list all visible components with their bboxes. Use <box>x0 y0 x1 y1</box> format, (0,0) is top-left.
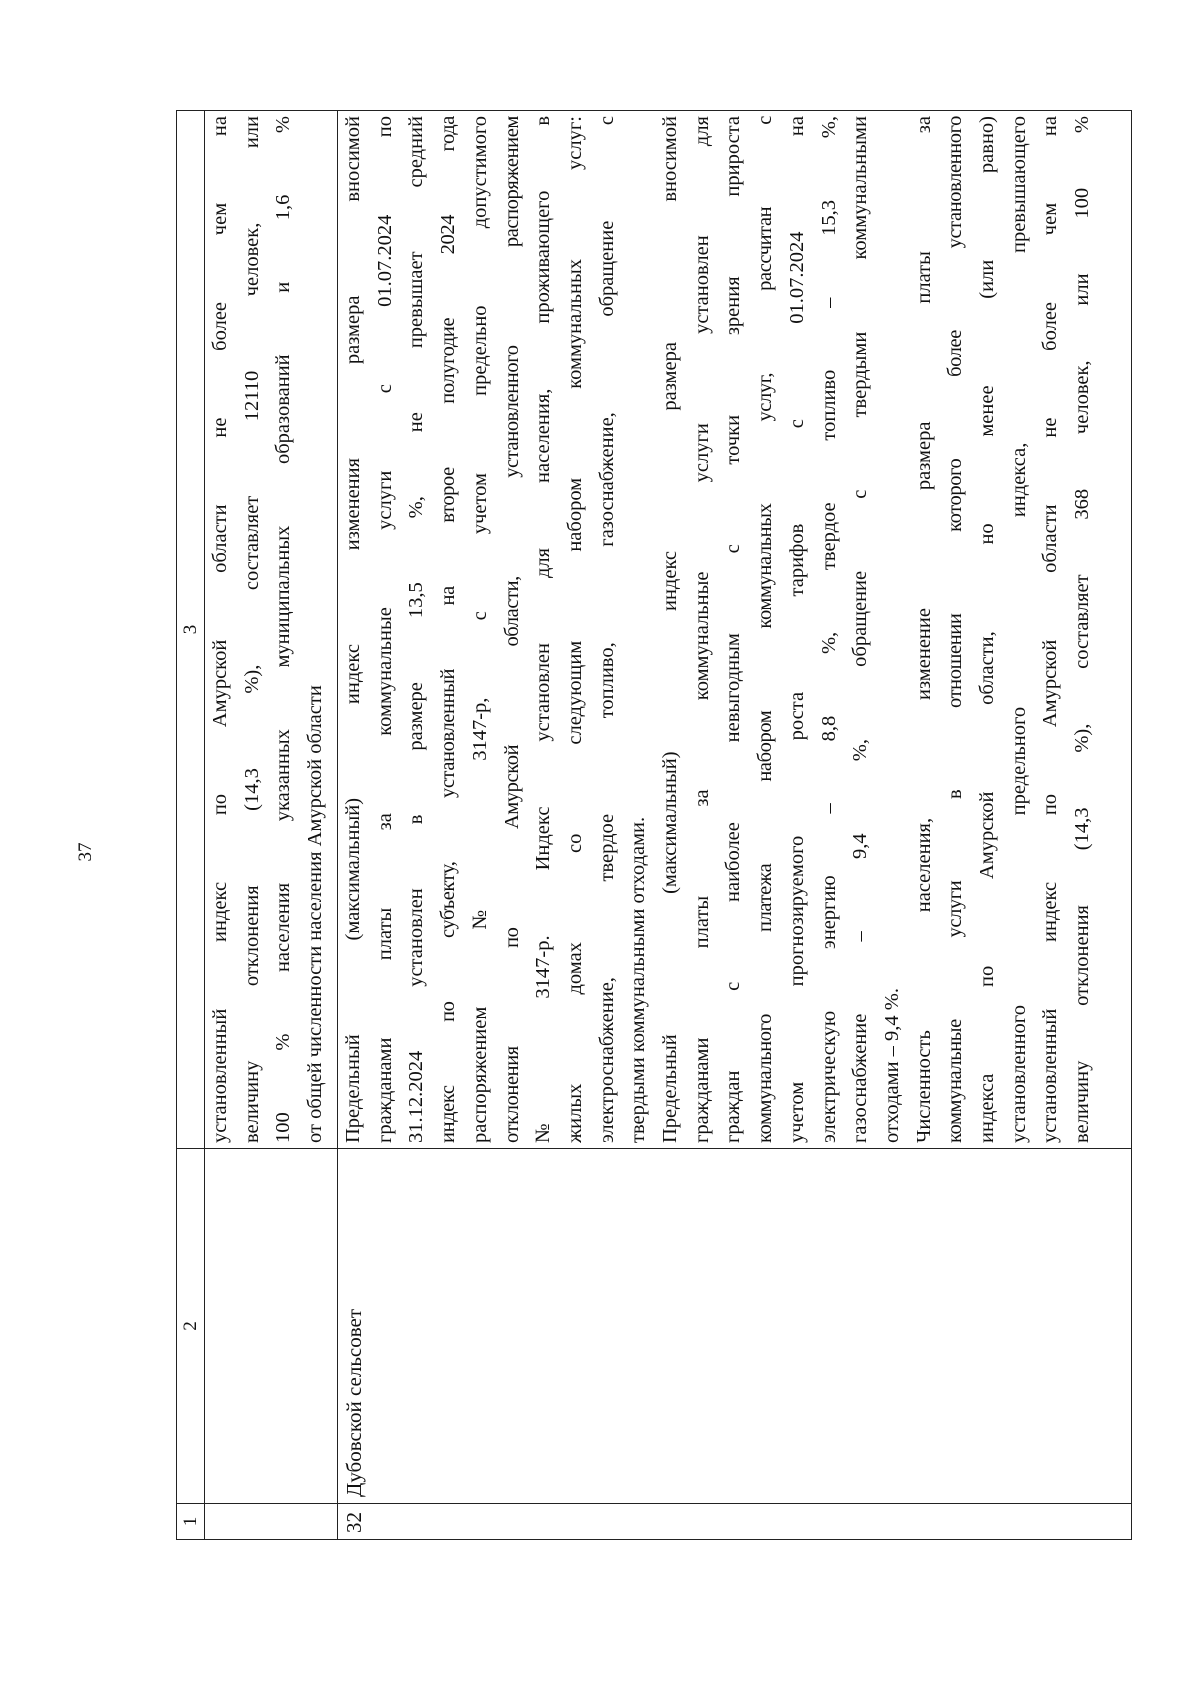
text-line: коммунального платежа набором коммунальных услуг, рассчитан с <box>754 116 777 1143</box>
data-table <box>176 110 1132 1540</box>
text-line: гражданами платы за коммунальные услуги с 01.07.2024 по <box>373 116 396 1143</box>
text-line: от общей численности населения Амурской области <box>304 685 327 1143</box>
text-line: жилых домах со следующим набором коммунальных услуг: <box>563 116 586 1143</box>
table-row-continuation <box>205 111 338 1540</box>
text-line: величину отклонения (14,3 %), составляет 12110 человек, или <box>240 116 263 1143</box>
text-line: Предельный (максимальный) индекс размера вносимой <box>659 116 682 1143</box>
text-line: величину отклонения (14,3 %), составляет 368 человек, или 100 % <box>1071 116 1094 1143</box>
text-line: индекс по субъекту, установленный на второе полугодие 2024 года <box>437 116 460 1143</box>
text-line: отходами – 9,4 %. <box>880 988 903 1143</box>
text-line: твердыми коммунальными отходами. <box>627 816 650 1143</box>
text-line: граждан с наиболее невыгодным с точки зрения прироста <box>722 116 745 1143</box>
text-line: распоряжением № 3147-р, с учетом предельно допустимого <box>468 116 491 1143</box>
header-cell-3: 3 <box>177 111 205 1149</box>
row-number-cell: 32 <box>338 1504 1132 1540</box>
text-line: Предельный (максимальный) индекс изменения размера вносимой <box>342 116 364 1143</box>
text-line: электрическую энергию – 8,8 %, твердое топливо – 15,3 %, <box>817 116 840 1143</box>
municipality-name-cell <box>205 1149 338 1504</box>
text-line: электроснабжение, твердое топливо, газоснабжение, обращение с <box>595 116 618 1143</box>
text-line: № 3147-р. Индекс установлен для населения, проживающего в <box>532 116 555 1143</box>
row-number-cell <box>205 1504 338 1540</box>
table-header-row <box>177 111 205 1540</box>
text-line: 100 % населения указанных муниципальных образований и 1,6 % <box>272 116 295 1143</box>
text-line: коммунальные услуги в отношении которого более установленного <box>944 116 967 1143</box>
text-line: индекса по Амурской области, но менее (или равно) <box>976 116 999 1143</box>
text-line: учетом прогнозируемого роста тарифов с 01.07.2024 на <box>785 116 808 1143</box>
text-line: установленный индекс по Амурской области не более чем на <box>1039 116 1062 1143</box>
text-line: газоснабжение – 9,4 %, обращение с твердыми коммунальными <box>849 116 872 1143</box>
text-line: 31.12.2024 установлен в размере 13,5 %, не превышает средний <box>405 116 428 1143</box>
text-line: гражданами платы за коммунальные услуги установлен для <box>690 116 713 1143</box>
rotated-table-wrapper <box>176 110 1132 1540</box>
text-line: установленного предельного индекса, превышающего <box>1007 116 1030 1143</box>
header-cell-1: 1 <box>177 1504 205 1540</box>
page-number: 37 <box>75 842 96 862</box>
header-cell-2: 2 <box>177 1149 205 1504</box>
municipality-name-cell: Дубовской сельсовет <box>338 1149 1132 1504</box>
text-line: отклонения по Амурской области, установленного распоряжением <box>500 116 523 1143</box>
text-line: установленный индекс по Амурской области не более чем на <box>209 116 231 1143</box>
description-cell <box>205 111 338 1149</box>
table-row-32 <box>338 111 1132 1540</box>
description-cell <box>338 111 1132 1149</box>
text-line: Численность населения, изменение размера платы за <box>912 116 935 1143</box>
